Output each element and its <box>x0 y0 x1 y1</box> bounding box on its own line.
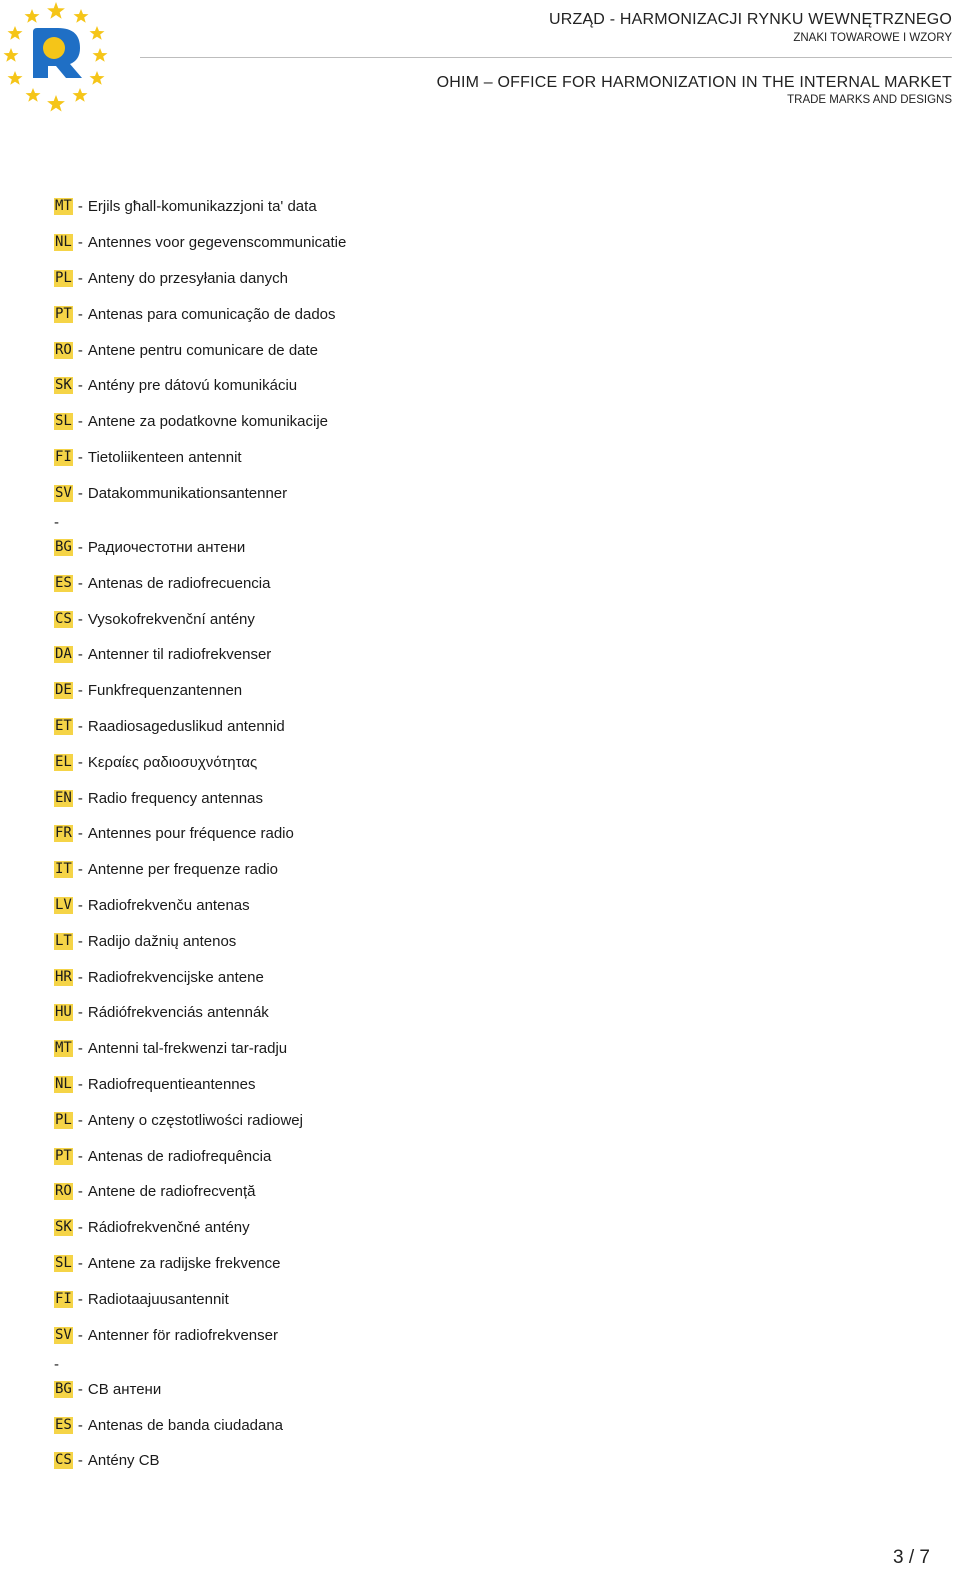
language-code: SL <box>55 1255 72 1271</box>
entry-dash: - <box>77 1380 83 1398</box>
translation-entry <box>54 673 914 709</box>
entry-dash: - <box>77 377 83 395</box>
entry-dash: - <box>77 1290 83 1308</box>
translation-group-1 <box>54 189 914 511</box>
translation-text: Antennes voor gegevenscommunicatie <box>87 234 347 252</box>
translation-text: Radiofrekvenču antenas <box>87 897 250 915</box>
language-code: SK <box>55 377 72 394</box>
language-code: ES <box>55 1416 72 1433</box>
language-code: MT <box>55 198 72 215</box>
entry-dash: - <box>77 448 83 466</box>
translation-text: Vysokofrekvenční antény <box>87 610 255 628</box>
translation-text: Antenas de radiofrecuencia <box>87 574 271 592</box>
translation-text: Radijo dažnių antenos <box>87 932 237 950</box>
entry-dash: - <box>77 682 83 700</box>
entry-dash: - <box>77 1183 83 1201</box>
language-code: HR <box>55 968 72 985</box>
translation-entry <box>54 923 914 959</box>
language-code: BG <box>55 1380 72 1397</box>
translation-group-3 <box>54 1372 914 1479</box>
language-code: PL <box>55 269 72 286</box>
entry-dash: - <box>77 1255 83 1272</box>
language-code: LT <box>55 932 72 949</box>
translation-entry <box>54 530 914 566</box>
entry-dash: - <box>77 305 83 323</box>
header-pl-title: URZĄD - HARMONIZACJI RYNKU WEWNĘTRZNEGO <box>548 11 952 28</box>
translation-text: Rádiofrekvenčné antény <box>87 1219 250 1237</box>
entry-dash: - <box>77 825 83 843</box>
translation-text: Радиочестотни антени <box>87 539 246 557</box>
r-letter-icon <box>33 28 82 78</box>
entry-dash: - <box>77 968 83 986</box>
entry-dash: - <box>77 1326 83 1344</box>
translation-entry <box>54 1246 914 1282</box>
entry-dash: - <box>77 341 83 359</box>
header-en-title: OHIM – OFFICE FOR HARMONIZATION IN THE INTERNAL MARKET <box>436 74 952 91</box>
entry-dash: - <box>77 1147 83 1165</box>
translation-entry <box>54 189 914 225</box>
header-pl-subtitle: ZNAKI TOWAROWE I WZORY <box>793 32 952 44</box>
translation-entry <box>54 332 914 368</box>
language-code: DA <box>55 646 72 663</box>
translation-entry <box>54 1210 914 1246</box>
entry-dash: - <box>77 1040 83 1058</box>
translation-entry <box>54 225 914 261</box>
entry-dash: - <box>77 610 83 628</box>
translation-text: Funkfrequenzantennen <box>87 682 243 700</box>
translation-entry <box>54 852 914 888</box>
translation-group-2 <box>54 530 914 1353</box>
entry-dash: - <box>77 198 83 216</box>
translation-entry <box>54 1443 914 1479</box>
translation-entry <box>54 709 914 745</box>
translation-text: Antene pentru comunicare de date <box>87 341 319 359</box>
language-code: DE <box>55 682 72 699</box>
translation-text: Antenas de radiofrequência <box>87 1147 272 1165</box>
translation-entry <box>54 744 914 780</box>
language-code: HU <box>55 1004 72 1021</box>
language-code: SV <box>55 484 72 501</box>
entry-dash: - <box>77 646 83 664</box>
entry-dash: - <box>77 269 83 287</box>
entry-dash: - <box>77 718 83 736</box>
language-code: RO <box>55 341 72 358</box>
translation-entry <box>54 368 914 404</box>
translation-entry <box>54 888 914 924</box>
translation-text: Antenni tal-frekwenzi tar-radju <box>87 1040 288 1058</box>
language-code: EN <box>55 789 72 806</box>
entry-dash: - <box>77 539 83 557</box>
translation-text: Antény pre dátovú komunikáciu <box>87 377 298 395</box>
translation-entry <box>54 1138 914 1174</box>
translation-entry <box>54 959 914 995</box>
header-en-subtitle: TRADE MARKS AND DESIGNS <box>787 94 952 106</box>
language-code: FI <box>55 448 72 465</box>
language-code: IT <box>55 861 72 878</box>
translation-text: Anteny o częstotliwości radiowej <box>87 1111 303 1129</box>
translation-text: Tietoliikenteen antennit <box>87 448 242 466</box>
translation-text: Erjils għall-komunikazzjoni ta' data <box>87 198 317 216</box>
translation-entry <box>54 995 914 1031</box>
translation-text: Antene za podatkovne komunikacije <box>87 413 329 431</box>
translation-text: Antenner til radiofrekvenser <box>87 646 272 664</box>
translation-text: Antenas para comunicação de dados <box>87 305 336 323</box>
translation-text: Anteny do przesyłania danych <box>87 269 288 287</box>
language-code: RO <box>55 1183 72 1200</box>
translation-text: CB антени <box>87 1380 162 1398</box>
translation-entry <box>54 780 914 816</box>
language-code: BG <box>55 539 72 556</box>
language-code: NL <box>55 234 72 251</box>
translation-entry <box>54 1031 914 1067</box>
entry-dash: - <box>77 753 83 771</box>
translation-text: Datakommunikationsantenner <box>87 484 288 502</box>
entry-dash: - <box>77 897 83 915</box>
language-code: SV <box>55 1326 72 1343</box>
language-code: SK <box>55 1219 72 1236</box>
translation-entry <box>54 404 914 440</box>
entry-dash: - <box>77 574 83 592</box>
language-code: ES <box>55 574 72 591</box>
translation-text: Antenas de banda ciudadana <box>87 1416 284 1434</box>
translation-text: Radio frequency antennas <box>87 789 263 807</box>
translation-text: Antenne per frequenze radio <box>87 861 278 879</box>
translation-text: Antennes pour fréquence radio <box>87 825 294 843</box>
entry-dash: - <box>77 789 83 807</box>
translation-entry <box>54 601 914 637</box>
translation-entry <box>54 1407 914 1443</box>
language-code: FR <box>55 825 72 842</box>
translation-entry <box>54 816 914 852</box>
translation-text: Antenner för radiofrekvenser <box>87 1326 278 1344</box>
language-code: PL <box>55 1111 72 1128</box>
entry-dash: - <box>77 413 83 431</box>
group-separator: - <box>54 1355 59 1373</box>
language-code: SL <box>55 413 72 430</box>
translation-text: Antény CB <box>87 1452 160 1470</box>
entry-dash: - <box>77 932 83 950</box>
translation-text: Antene za radijske frekvence <box>87 1255 281 1272</box>
entry-dash: - <box>77 861 83 879</box>
language-code: CS <box>55 1452 72 1469</box>
language-code: PT <box>55 1147 72 1164</box>
entry-dash: - <box>77 1004 83 1022</box>
language-code: MT <box>55 1040 72 1057</box>
entry-dash: - <box>77 234 83 252</box>
translation-entry <box>54 1372 914 1408</box>
language-code: CS <box>55 610 72 627</box>
entry-dash: - <box>77 1416 83 1434</box>
header-divider <box>140 57 952 58</box>
translation-text: Radiofrequentieantennes <box>87 1076 256 1094</box>
entry-dash: - <box>77 1452 83 1470</box>
translation-entry <box>54 261 914 297</box>
translation-entry <box>54 565 914 601</box>
language-code: LV <box>55 897 72 914</box>
language-code: NL <box>55 1076 72 1093</box>
translation-entry <box>54 1067 914 1103</box>
translation-text: Radiofrekvencijske antene <box>87 968 264 986</box>
language-code: ET <box>55 718 72 735</box>
translation-entry <box>54 1281 914 1317</box>
group-separator: - <box>54 513 59 531</box>
entry-dash: - <box>77 1219 83 1237</box>
translation-entry <box>54 1102 914 1138</box>
page-number: 3 / 7 <box>893 1547 930 1568</box>
translation-text: Raadiosageduslikud antennid <box>87 718 285 736</box>
language-code: PT <box>55 305 72 322</box>
translation-entry <box>54 296 914 332</box>
translation-list <box>54 189 914 1479</box>
translation-entry <box>54 475 914 511</box>
entry-dash: - <box>77 1076 83 1094</box>
translation-text: Antene de radiofrecvență <box>87 1183 256 1201</box>
entry-dash: - <box>77 484 83 502</box>
language-code: EL <box>55 753 72 770</box>
translation-entry <box>54 1174 914 1210</box>
language-code: FI <box>55 1290 72 1307</box>
translation-text: Κεραίες ραδιοσυχνότητας <box>87 753 258 771</box>
entry-dash: - <box>77 1111 83 1129</box>
translation-entry <box>54 637 914 673</box>
translation-entry <box>54 440 914 476</box>
translation-text: Radiotaajuusantennit <box>87 1290 229 1308</box>
translation-entry <box>54 1317 914 1353</box>
translation-text: Rádiófrekvenciás antennák <box>87 1004 269 1022</box>
ohim-logo <box>0 0 112 112</box>
